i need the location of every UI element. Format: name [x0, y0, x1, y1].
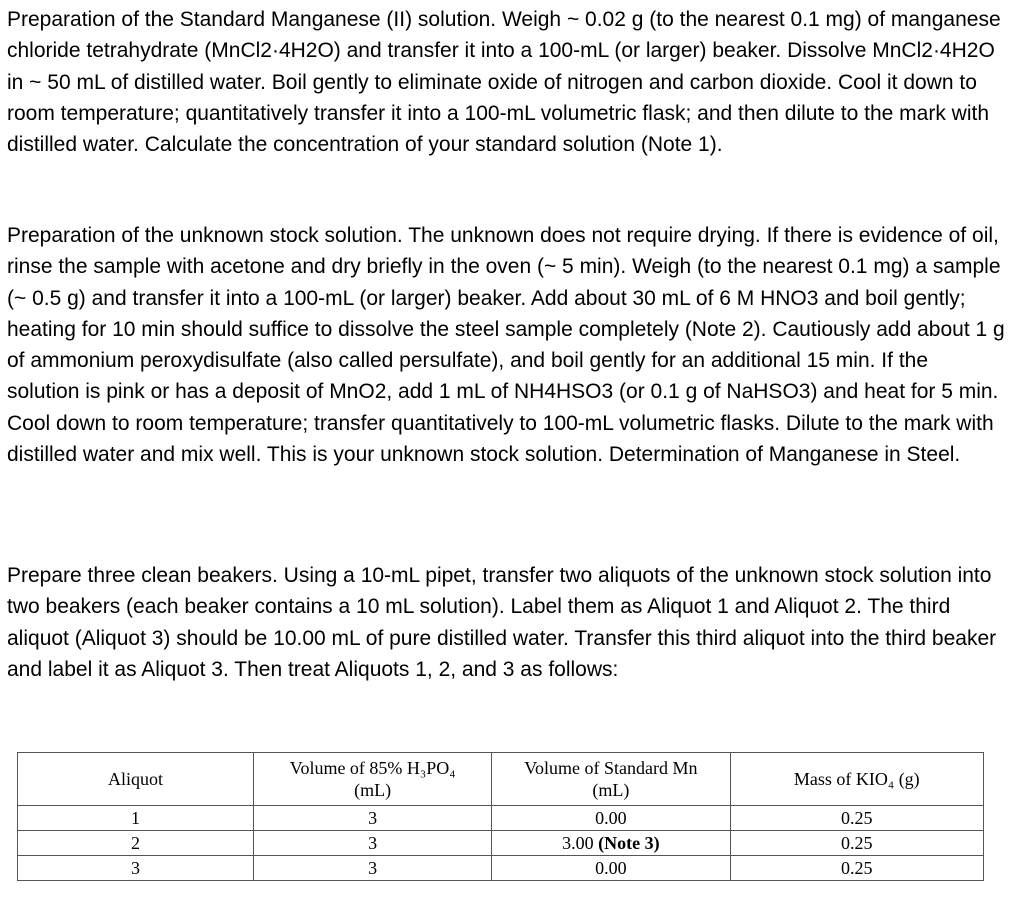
- header-mn-volume-line2: (mL): [592, 780, 630, 800]
- header-acid-volume-line1: Volume of 85% H₃PO₄: [289, 758, 456, 778]
- cell-mn-volume: [492, 806, 730, 831]
- cell-mn-volume: [492, 831, 730, 856]
- header-kio4-mass: Mass of KIO₄ (g): [730, 753, 983, 806]
- table-row: [18, 831, 984, 856]
- aliquots-intro-paragraph: Prepare three clean beakers. Using a 10-mL pipet, transfer two aliquots of the unknown stock solution into two beakers (each beaker contains a 10 mL solution). Label them as Aliquot 1 and Aliquot 2. The third aliquot (Aliquot 3) should be 10.00 mL of pure distilled water. Transfer this third aliquot into the third beaker and label it as Aliquot 3. Then treat Aliquots 1, 2, and 3 as follows:: [7, 564, 997, 681]
- table-header-row: [18, 753, 984, 806]
- cell-aliquot: 2: [18, 831, 254, 856]
- unknown-stock-paragraph: Preparation of the unknown stock solution. The unknown does not require drying. If there is evidence of oil, rinse the sample with acetone and dry briefly in the oven (~ 5 min). Weigh (to the nearest 0.1 mg) a sample (~ 0.5 g) and transfer it into a 100-mL (or larger) beaker. Add about 30 mL of 6 M HNO3 and boil gently; heating for 10 min should suffice to dissolve the steel sample completely (Note 2). Cautiously add about 1 g of ammonium peroxydisulfate (also called persulfate), and boil gently for an additional 15 min. If the solution is pink or has a deposit of MnO2, add 1 mL of NH4HSO3 (or 0.1 g of NaHSO3) and heat for 5 min. Cool down to room temperature; transfer quantitatively to 100-mL volumetric flasks. Dilute to the mark with distilled water and mix well. This is your unknown stock solution. Determination of Manganese in Steel.: [7, 224, 1005, 467]
- mn-volume-value: 0.00: [595, 858, 627, 878]
- cell-aliquot: 3: [18, 856, 254, 881]
- aliquot-table: [17, 752, 984, 881]
- cell-kio4-mass: 0.25: [730, 856, 983, 881]
- cell-acid-volume: 3: [254, 806, 492, 831]
- header-aliquot: Aliquot: [18, 753, 254, 806]
- header-mn-volume-line1: Volume of Standard Mn: [524, 758, 698, 778]
- header-acid-volume: [254, 753, 492, 806]
- mn-volume-value: 0.00: [595, 808, 627, 828]
- cell-aliquot: 1: [18, 806, 254, 831]
- cell-kio4-mass: 0.25: [730, 831, 983, 856]
- standard-mn-paragraph: Preparation of the Standard Manganese (II) solution. Weigh ~ 0.02 g (to the nearest 0.1 mg) of manganese chloride tetrahydrate (MnCl2·4H2O) and transfer it into a 100-mL (or larger) beaker. Dissolve MnCl2·4H2O in ~ 50 mL of distilled water. Boil gently to eliminate oxide of nitrogen and carbon dioxide. Cool it down to room temperature; quantitatively transfer it into a 100-mL volumetric flask; and then dilute to the mark with distilled water. Calculate the concentration of your standard solution (Note 1).: [7, 8, 1001, 157]
- cell-acid-volume: 3: [254, 856, 492, 881]
- mn-volume-note: (Note 3): [598, 833, 660, 853]
- cell-mn-volume: [492, 856, 730, 881]
- header-mn-volume: [492, 753, 730, 806]
- table-row: [18, 856, 984, 881]
- cell-acid-volume: 3: [254, 831, 492, 856]
- cell-kio4-mass: 0.25: [730, 806, 983, 831]
- mn-volume-value: 3.00: [562, 833, 594, 853]
- header-acid-volume-line2: (mL): [354, 780, 392, 800]
- table-row: [18, 806, 984, 831]
